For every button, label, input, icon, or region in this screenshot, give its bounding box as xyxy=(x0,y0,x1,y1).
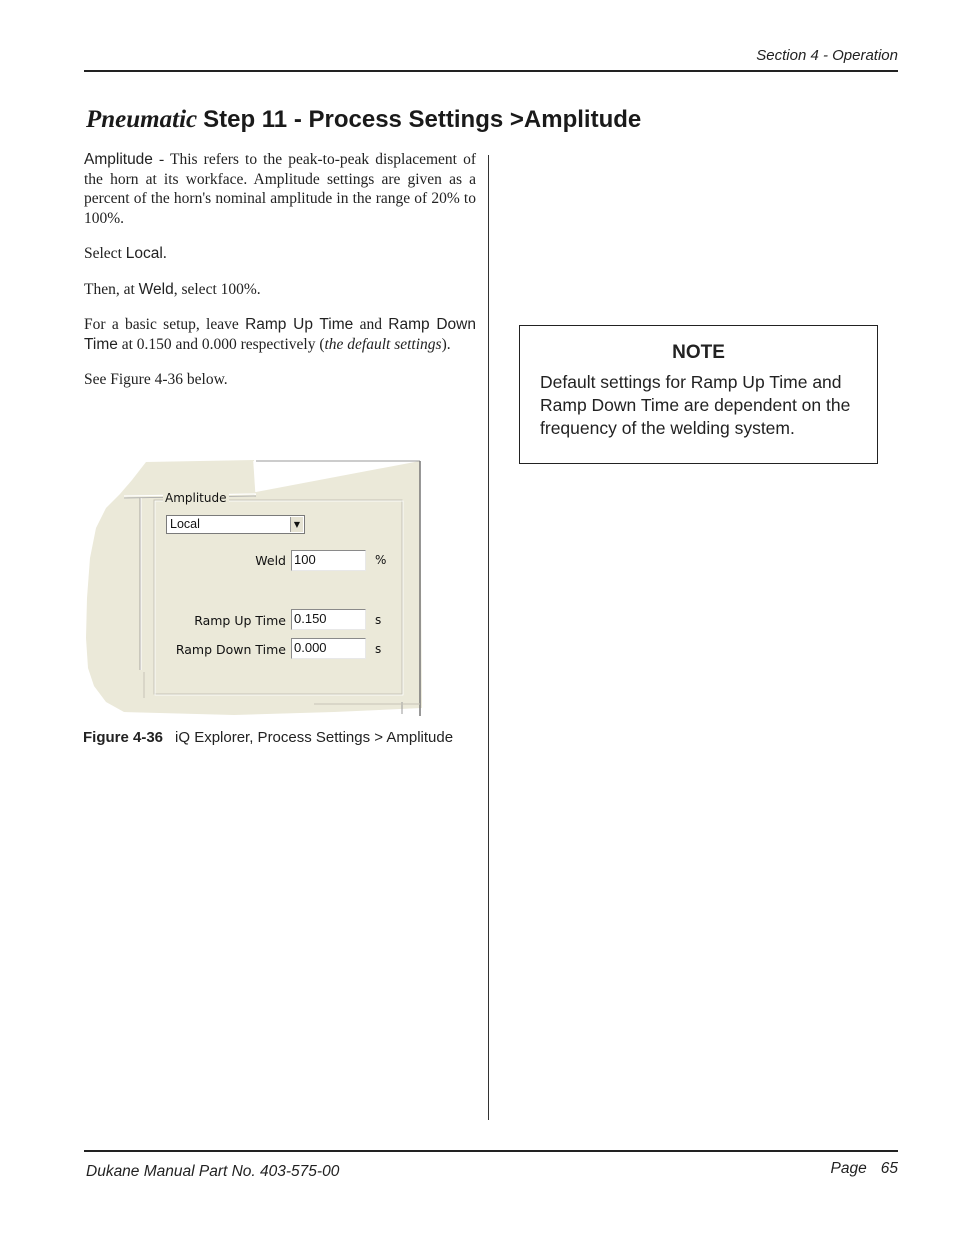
title-main: Step 11 - Process Settings >Amplitude xyxy=(203,106,642,133)
page-title xyxy=(86,106,641,134)
footer-rule xyxy=(84,1150,898,1152)
figure-screenshot xyxy=(84,458,426,718)
amplitude-group-label: Amplitude xyxy=(165,491,227,505)
text-fragment: Then, at xyxy=(84,280,139,298)
weld-value: 100 xyxy=(294,552,316,567)
text-fragment: For a basic setup, leave xyxy=(84,316,246,333)
page-number xyxy=(831,1160,898,1178)
term-ramp-down-time: Ramp Down Time xyxy=(84,316,476,353)
left-column xyxy=(84,150,476,406)
weld-label: Weld xyxy=(255,553,286,568)
text-fragment: at 0.150 and 0.000 respectively ( xyxy=(117,335,325,353)
section-header: Section 4 - Operation xyxy=(756,47,898,64)
ramp-up-time-label: Ramp Up Time xyxy=(194,613,286,628)
dialog-background xyxy=(84,458,426,718)
amplitude-description: - This refers to the peak-to-peak displacement of the horn at its workface. Amplitude settings are given as a percent of the horn's nominal amplitude in the range of 20% to 100%. xyxy=(84,151,476,227)
ramp-up-time-field[interactable] xyxy=(291,609,366,630)
note-box xyxy=(519,325,878,464)
manual-part-number: Dukane Manual Part No. 403-575-00 xyxy=(86,1163,340,1180)
header-rule xyxy=(84,70,898,72)
weld-field[interactable] xyxy=(291,550,366,571)
ramp-down-time-unit: s xyxy=(375,642,382,656)
figure-number: Figure 4-36 xyxy=(83,729,164,746)
ramp-down-time-field[interactable] xyxy=(291,638,366,659)
ramp-up-time-value: 0.150 xyxy=(294,611,327,626)
ramp-down-time-value: 0.000 xyxy=(294,640,327,655)
text-fragment: Select xyxy=(84,245,126,262)
page-label: Page xyxy=(830,1160,867,1177)
page-num: 65 xyxy=(880,1160,898,1177)
ramp-down-time-label: Ramp Down Time xyxy=(175,642,286,657)
amplitude-mode-select[interactable] xyxy=(166,515,305,534)
column-divider xyxy=(488,155,489,1120)
term-amplitude: Amplitude xyxy=(84,151,153,168)
default-settings-emphasis: the default settings xyxy=(324,335,442,353)
paragraph-select-local xyxy=(84,244,476,264)
paragraph-amplitude xyxy=(84,150,476,228)
text-fragment: . xyxy=(162,245,167,262)
figure-caption xyxy=(83,729,453,746)
paragraph-see-figure: See Figure 4-36 below. xyxy=(84,371,228,388)
term-weld: Weld xyxy=(138,280,174,298)
title-prefix: Pneumatic xyxy=(86,106,198,133)
text-fragment: and xyxy=(353,316,389,333)
figure-caption-text: iQ Explorer, Process Settings > Amplitude xyxy=(175,729,454,746)
paragraph-ramp xyxy=(84,315,476,354)
note-body: Default settings for Ramp Up Time and Ramp Down Time are dependent on the frequency of the welding system. xyxy=(540,372,851,438)
chevron-down-icon[interactable]: ▼ xyxy=(290,517,303,532)
ramp-up-time-unit: s xyxy=(375,613,382,627)
paragraph-weld xyxy=(84,280,476,300)
term-local: Local xyxy=(125,245,163,262)
weld-unit: % xyxy=(375,553,387,567)
text-fragment: , select 100%. xyxy=(173,280,261,298)
text-fragment: ). xyxy=(441,335,451,353)
term-ramp-up-time: Ramp Up Time xyxy=(245,316,354,333)
select-value: Local xyxy=(170,517,200,531)
note-title: NOTE xyxy=(672,342,725,363)
